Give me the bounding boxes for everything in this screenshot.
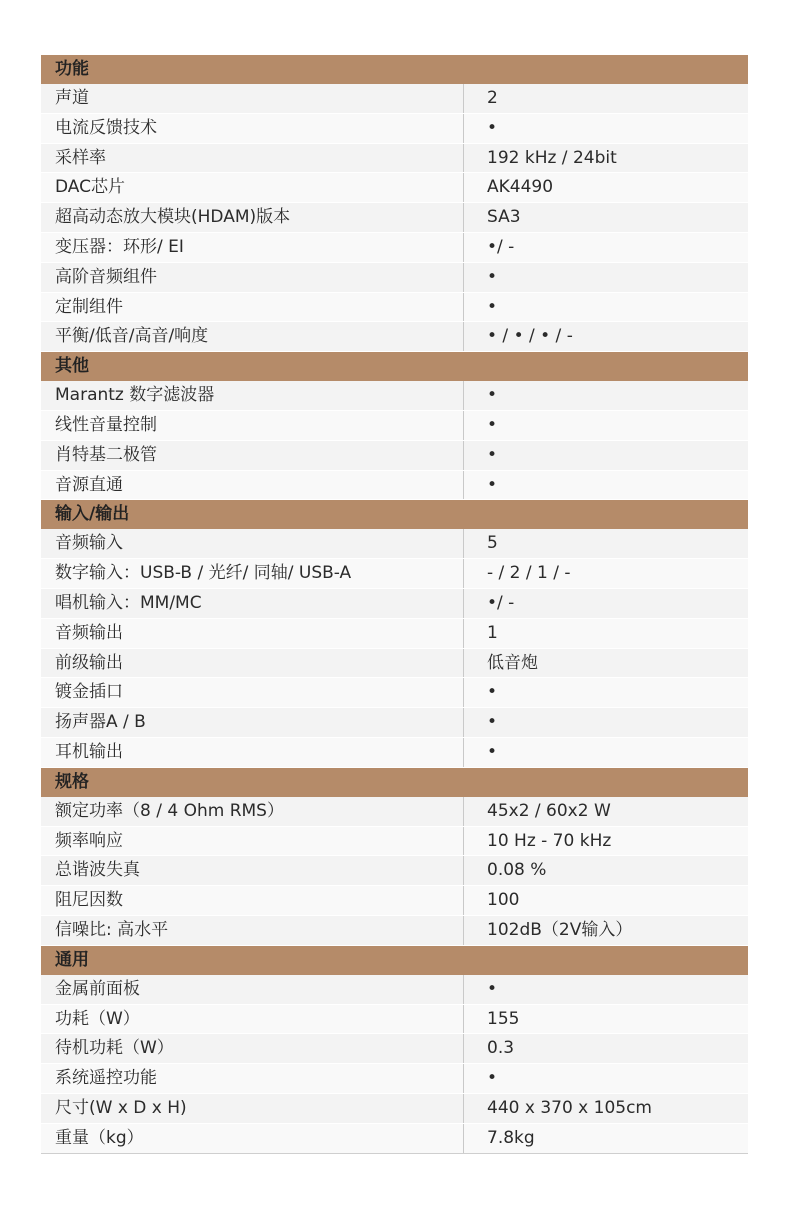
spec-label: 耳机输出	[41, 738, 464, 767]
table-row	[41, 322, 748, 352]
spec-label: 扬声器A / B	[41, 708, 464, 737]
spec-label: Marantz 数字滤波器	[41, 381, 464, 410]
spec-label: 电流反馈技术	[41, 114, 464, 143]
spec-value: •	[487, 741, 498, 762]
spec-value: •	[487, 385, 498, 406]
spec-label: 金属前面板	[41, 975, 464, 1004]
table-row	[41, 649, 748, 679]
table-row	[41, 84, 748, 114]
spec-label: 总谐波失真	[41, 856, 464, 885]
spec-label: 功耗（W）	[41, 1005, 464, 1034]
spec-value: 100	[487, 890, 520, 911]
spec-value: •	[487, 117, 498, 138]
spec-label: 肖特基二极管	[41, 441, 464, 470]
spec-label: 尺寸(W x D x H)	[41, 1094, 464, 1123]
spec-label: DAC芯片	[41, 173, 464, 202]
spec-value: 0.08 %	[487, 860, 547, 881]
spec-label: 超高动态放大模块(HDAM)版本	[41, 203, 464, 232]
table-row	[41, 1034, 748, 1064]
table-row	[41, 678, 748, 708]
spec-label: 阻尼因数	[41, 886, 464, 915]
table-row	[41, 114, 748, 144]
spec-label: 待机功耗（W）	[41, 1034, 464, 1063]
section-header: 其他	[41, 352, 748, 381]
spec-label: 系统遥控功能	[41, 1064, 464, 1093]
table-row	[41, 708, 748, 738]
spec-value: 0.3	[487, 1038, 515, 1059]
spec-value: • / • / • / -	[487, 326, 573, 347]
spec-label: 定制组件	[41, 293, 464, 322]
table-row	[41, 441, 748, 471]
table-row	[41, 738, 748, 768]
table-row	[41, 233, 748, 263]
table-row	[41, 827, 748, 857]
table-row	[41, 293, 748, 323]
table-row	[41, 1005, 748, 1035]
section-header: 输入/输出	[41, 500, 748, 529]
spec-value: 192 kHz / 24bit	[487, 147, 617, 168]
table-row	[41, 203, 748, 233]
table-row	[41, 1064, 748, 1094]
spec-value: •	[487, 266, 498, 287]
spec-value: 45x2 / 60x2 W	[487, 800, 611, 821]
spec-label: 音频输出	[41, 619, 464, 648]
spec-value: •	[487, 712, 498, 733]
spec-value: 2	[487, 88, 498, 108]
spec-value: •	[487, 444, 498, 465]
table-row	[41, 916, 748, 946]
spec-label: 数字输入：USB-B / 光纤/ 同轴/ USB-A	[41, 559, 464, 588]
spec-value: •	[487, 1068, 498, 1089]
spec-value: •/ -	[487, 592, 515, 613]
spec-label: 前级输出	[41, 649, 464, 678]
table-row	[41, 619, 748, 649]
spec-value: •	[487, 474, 498, 495]
spec-value: 5	[487, 533, 498, 554]
table-row	[41, 856, 748, 886]
spec-value: •	[487, 682, 498, 703]
spec-label: 额定功率（8 / 4 Ohm RMS）	[41, 797, 464, 826]
table-row	[41, 589, 748, 619]
table-row	[41, 471, 748, 501]
spec-label: 变压器：环形/ EI	[41, 233, 464, 262]
spec-value: •	[487, 414, 498, 435]
section-header: 规格	[41, 768, 748, 797]
spec-label: 声道	[41, 84, 464, 113]
spec-value: 10 Hz - 70 kHz	[487, 830, 612, 851]
spec-label: 高阶音频组件	[41, 263, 464, 292]
spec-value: 1	[487, 622, 498, 643]
table-row	[41, 173, 748, 203]
spec-label: 音频输入	[41, 529, 464, 558]
spec-table	[41, 55, 748, 1154]
spec-value: - / 2 / 1 / -	[487, 563, 571, 584]
spec-label: 频率响应	[41, 827, 464, 856]
table-row	[41, 975, 748, 1005]
table-row	[41, 381, 748, 411]
table-row	[41, 529, 748, 559]
table-row	[41, 144, 748, 174]
spec-label: 重量（kg）	[41, 1124, 464, 1153]
spec-value: •	[487, 296, 498, 317]
spec-value: 155	[487, 1008, 520, 1029]
spec-value: 7.8kg	[487, 1127, 535, 1148]
table-row	[41, 886, 748, 916]
table-row	[41, 797, 748, 827]
spec-label: 采样率	[41, 144, 464, 173]
spec-label: 信噪比: 高水平	[41, 916, 464, 945]
spec-value: •/ -	[487, 236, 515, 257]
table-row	[41, 1124, 748, 1154]
table-row	[41, 559, 748, 589]
spec-value: 低音炮	[487, 652, 538, 673]
spec-value: 440 x 370 x 105cm	[487, 1097, 652, 1118]
spec-value: AK4490	[487, 177, 554, 198]
spec-label: 镀金插口	[41, 678, 464, 707]
spec-value: 102dB（2V输入）	[487, 919, 633, 940]
section-header: 功能	[41, 55, 748, 84]
table-row	[41, 1094, 748, 1124]
spec-label: 线性音量控制	[41, 411, 464, 440]
table-row	[41, 263, 748, 293]
spec-label: 音源直通	[41, 471, 464, 500]
spec-label: 平衡/低音/高音/响度	[41, 322, 464, 351]
spec-value: •	[487, 978, 498, 999]
spec-value: SA3	[487, 207, 521, 228]
spec-label: 唱机输入：MM/MC	[41, 589, 464, 618]
table-row	[41, 411, 748, 441]
section-header: 通用	[41, 946, 748, 975]
